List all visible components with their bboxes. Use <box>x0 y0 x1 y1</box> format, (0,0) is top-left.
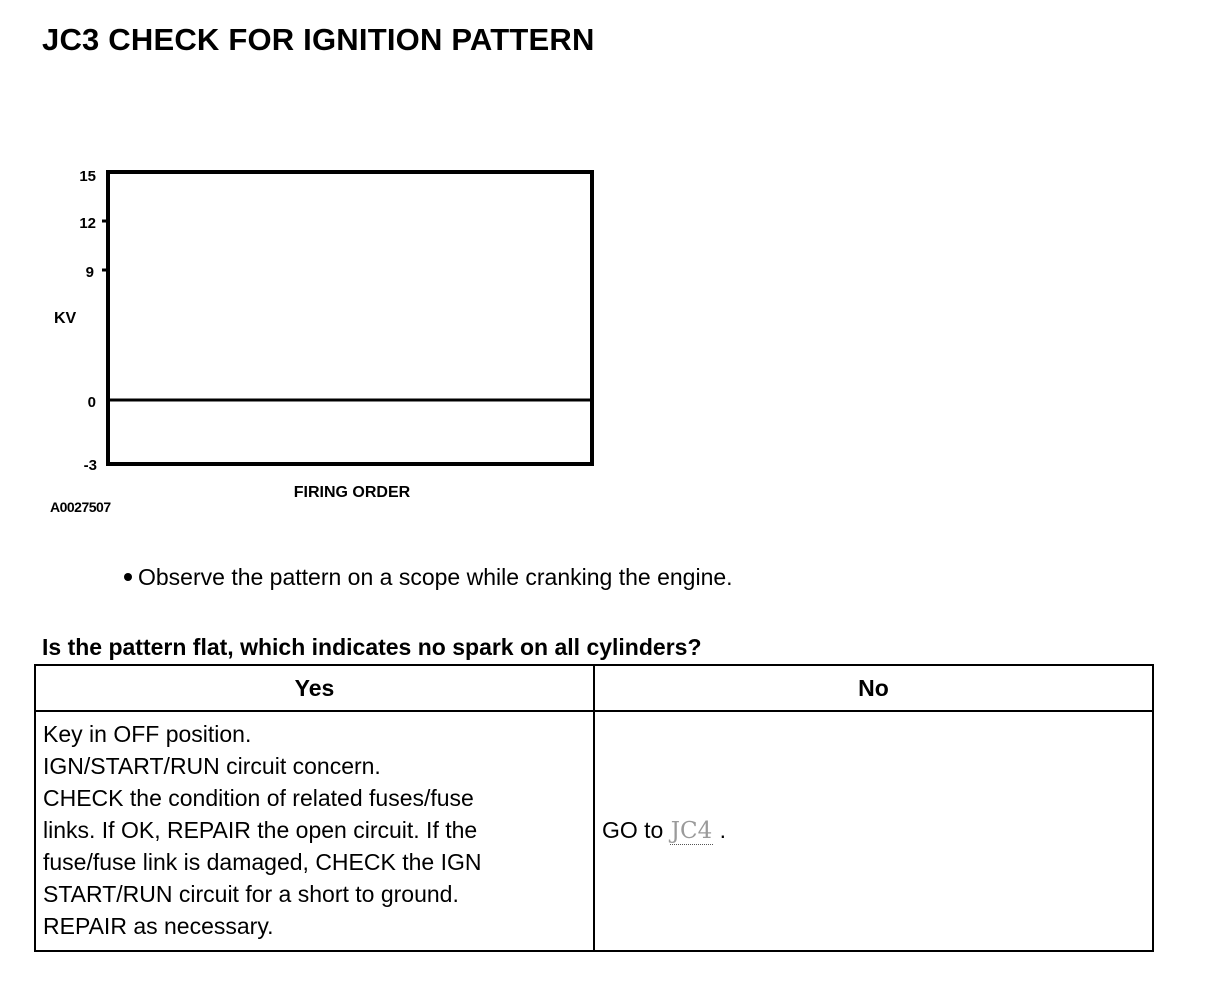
tick-label-0: 0 <box>87 394 96 411</box>
no-cell <box>594 711 1153 951</box>
scope-frame <box>108 172 592 464</box>
header-no: No <box>594 665 1153 711</box>
yes-line: links. If OK, REPAIR the open circuit. If the <box>43 817 478 843</box>
tick-label-15: 15 <box>79 168 96 185</box>
decision-table <box>34 664 1154 952</box>
tick-label-12: 12 <box>79 215 96 232</box>
tick-label-minus3: -3 <box>83 457 97 474</box>
yes-line: IGN/START/RUN circuit concern. <box>43 753 381 779</box>
no-action-prefix: GO to <box>602 816 664 843</box>
instruction-item <box>124 564 733 591</box>
tick-label-9: 9 <box>85 264 94 281</box>
instruction-text: Observe the pattern on a scope while cranking the engine. <box>138 564 733 590</box>
table-header-row <box>35 665 1153 711</box>
bullet-icon <box>124 573 132 581</box>
x-axis-label: FIRING ORDER <box>293 484 411 501</box>
question-text: Is the pattern flat, which indicates no spark on all cylinders? <box>42 634 702 660</box>
page-title: JC3 CHECK FOR IGNITION PATTERN <box>42 22 595 57</box>
yes-line: CHECK the condition of related fuses/fuse <box>43 785 474 811</box>
yes-line: fuse/fuse link is damaged, CHECK the IGN <box>43 849 482 875</box>
yes-line: REPAIR as necessary. <box>43 913 274 939</box>
figure-id: A0027507 <box>50 499 111 515</box>
yes-line: Key in OFF position. <box>43 721 252 747</box>
no-action-suffix: . <box>719 816 726 843</box>
table-row <box>35 711 1153 951</box>
yes-line: START/RUN circuit for a short to ground. <box>43 881 459 907</box>
y-axis-label: KV <box>54 310 77 327</box>
scope-pattern-figure <box>0 150 620 530</box>
header-yes: Yes <box>35 665 594 711</box>
scope-pattern-diagram <box>0 150 620 530</box>
yes-cell <box>35 711 594 951</box>
goto-jc4-link[interactable]: JC4 <box>670 817 713 844</box>
